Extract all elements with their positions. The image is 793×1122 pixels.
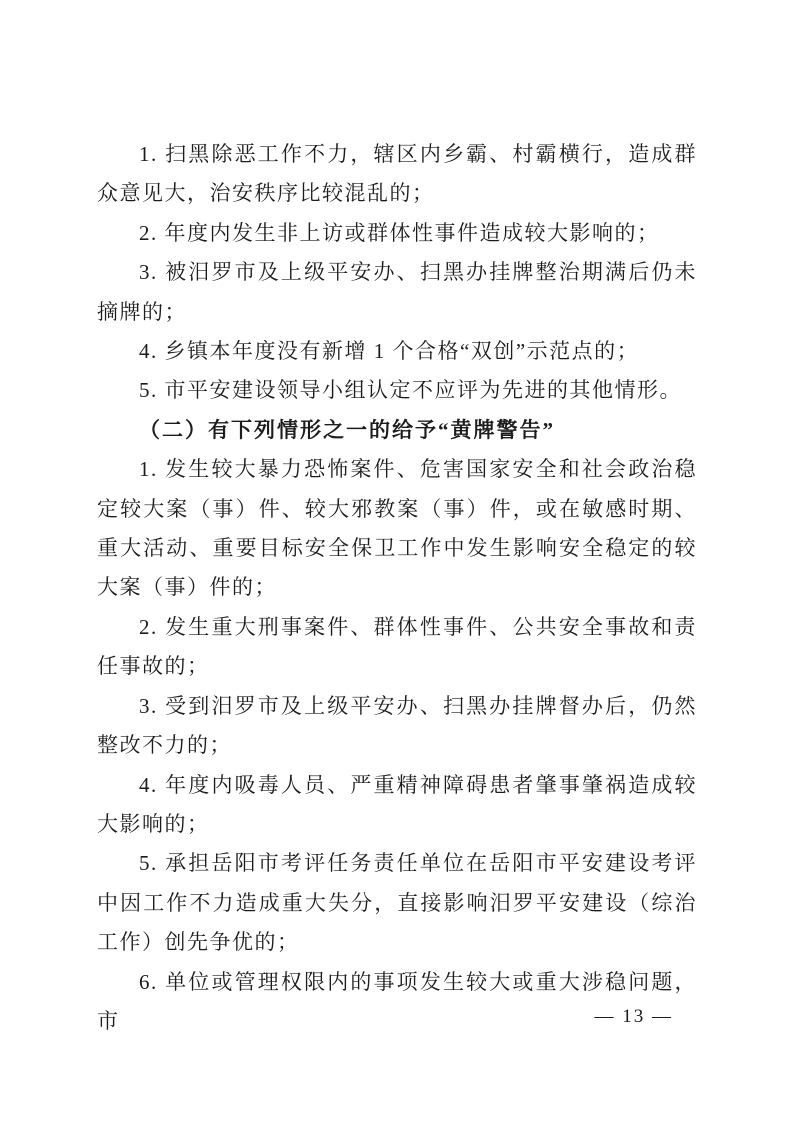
page-number: — 13 — xyxy=(594,1006,673,1027)
list-item-2-2: 2. 发生重大刑事案件、群体性事件、公共安全事故和责任事故的； xyxy=(97,614,697,679)
list-item-2-4: 4. 年度内吸毒人员、严重精神障碍患者肇事肇祸造成较大影响的； xyxy=(97,772,697,836)
list-item-1-5: 5. 市平安建设领导小组认定不应评为先进的其他情形。 xyxy=(139,378,682,403)
list-item-1-2: 2. 年度内发生非上访或群体性事件造成较大影响的； xyxy=(139,220,660,245)
section-heading-yellow-card-warning: （二）有下列情形之一的给予“黄牌警告” xyxy=(139,417,555,442)
list-item-2-3: 3. 受到汨罗市及上级平安办、扫黑办挂牌督办后，仍然整改不力的； xyxy=(97,693,697,758)
list-item-1-3: 3. 被汨罗市及上级平安办、扫黑办挂牌整治期满后仍未摘牌的； xyxy=(97,260,697,324)
list-item-2-5: 5. 承担岳阳市考评任务责任单位在岳阳市平安建设考评中因工作不力造成重大失分，直接影响汨罗平安建设（综治工作）创先争优的； xyxy=(97,851,697,955)
list-item-1-4: 4. 乡镇本年度没有新增 1 个合格“双创”示范点的； xyxy=(139,339,640,364)
document-body xyxy=(97,135,697,1041)
list-item-2-6: 6. 单位或管理权限内的事项发生较大或重大涉稳问题，市 xyxy=(97,969,697,1033)
list-item-1-1: 1. 扫黑除恶工作不力，辖区内乡霸、村霸横行，造成群众意见大，治安秩序比较混乱的； xyxy=(97,142,697,206)
list-item-2-1: 1. 发生较大暴力恐怖案件、危害国家安全和社会政治稳定较大案（事）件、较大邪教案（事）件，或在敏感时期、重大活动、重要目标安全保卫工作中发生影响安全稳定的较大案（事）件的； xyxy=(97,457,697,600)
